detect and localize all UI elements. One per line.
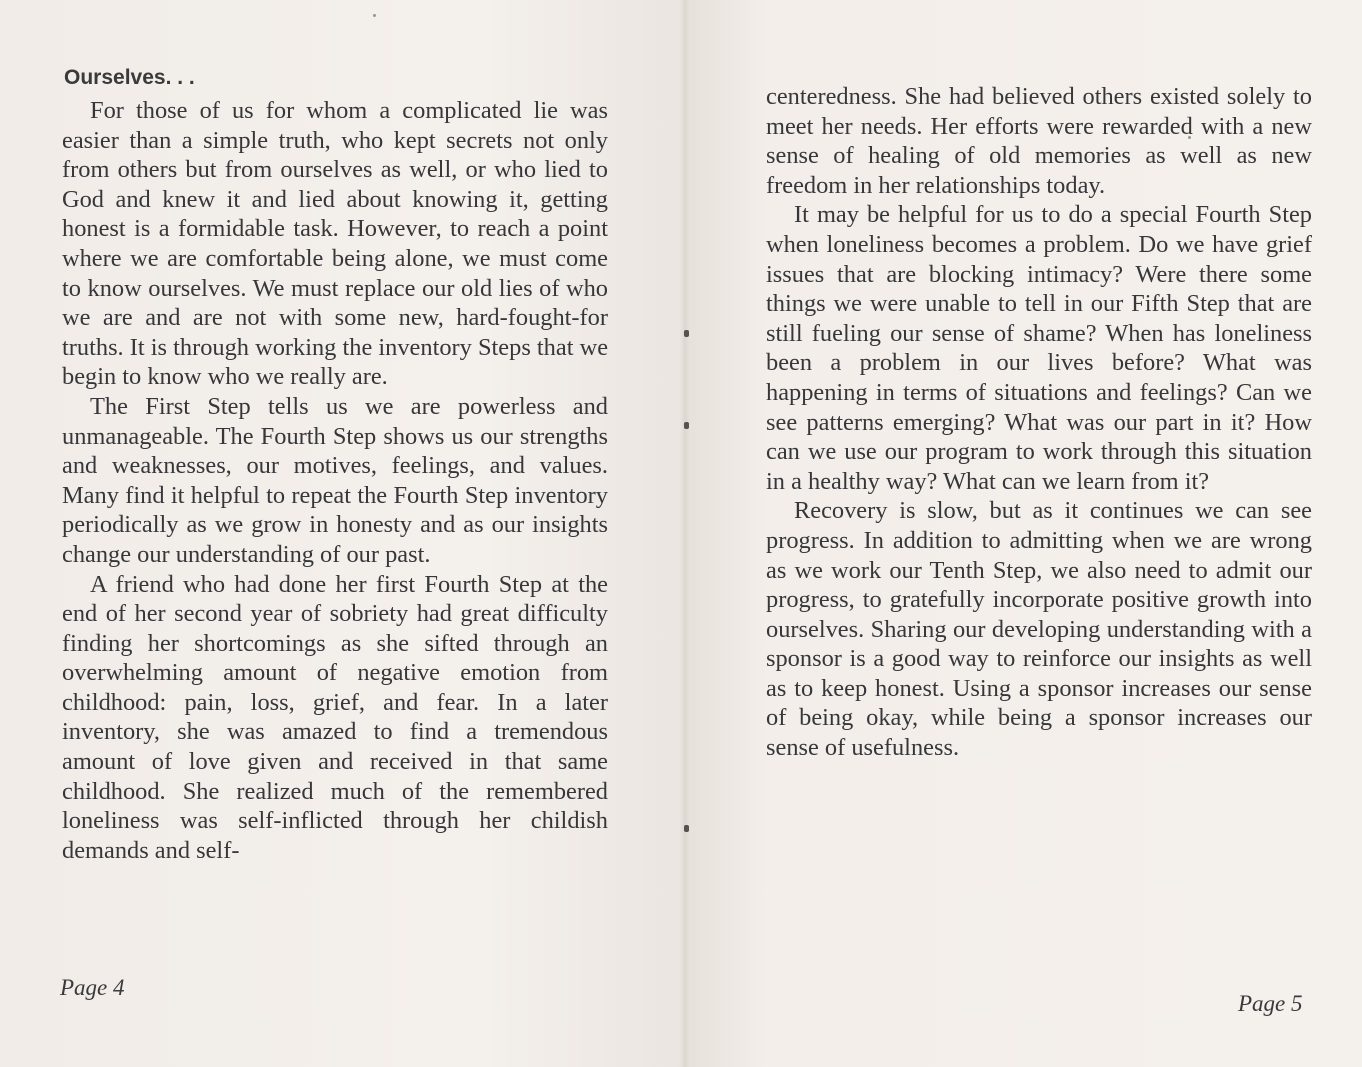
- paragraph: It may be helpful for us to do a special Fourth Step when loneliness becomes a problem. Do we have grief issues that are blocking intimacy? Were there some things we were unable to tell in our Fifth Step that are still fueling our sense of shame? When has loneliness been a problem in our lives before? What was happening in terms of situations and feelings? Can we see patterns emerging? What was our part in it? How can we use our program to work through this situation in a healthy way? What can we learn from it?: [766, 201, 1312, 495]
- paragraph: The First Step tells us we are powerless and unmanageable. The Fourth Step shows us our strengths and weaknesses, our motives, feelings, and values. Many find it helpful to repeat the Fourth Step inventory periodically as we grow in honesty and as our insights change our understanding of our past.: [62, 392, 608, 568]
- paragraph: Recovery is slow, but as it continues we can see progress. In addition to admitting when we are wrong as we work our Tenth Step, we also need to admit our progress, to gratefully incorporate positive growth into ourselves. Sharing our developing understanding with a sponsor is a good way to reinforce our insights as well as to keep honest. Using a sponsor increases our sense of being okay, while being a sponsor increases our sense of usefulness.: [766, 497, 1312, 762]
- binding-stitch: [684, 825, 689, 832]
- left-page-text: [62, 96, 608, 865]
- paper-speck: [373, 14, 376, 17]
- binding-stitch: [684, 330, 689, 337]
- page-number-left: Page 4: [60, 975, 125, 1000]
- page-number-right: Page 5: [1238, 991, 1303, 1016]
- paragraph: For those of us for whom a complicated lie was easier than a simple truth, who kept secrets not only from others but from ourselves as well, or who lied to God and knew it and lied about knowing it, getting honest is a formidable task. However, to reach a point where we are comfortable being alone, we must come to know ourselves. We must replace our old lies of who we are and are not with some new, hard-fought-for truths. It is through working the inventory Steps that we begin to know who we really are.: [62, 97, 609, 391]
- paragraph: A friend who had done her first Fourth Step at the end of her second year of sobriety had great difficulty finding her shortcomings as she sifted through an overwhelming amount of negative emotion from childhood: pain, loss, grief, and fear. In a later inventory, she was amazed to find a tremendous amount of love given and received in that same childhood. She realized much of the remembered loneliness was self-inflicted through her childish demands and self-: [62, 570, 608, 864]
- continued-paragraph: centeredness. She had believed others existed solely to meet her needs. Her efforts were rewarded with a new sense of healing of old memories as well as new freedom in her relationships today.: [766, 83, 1312, 199]
- binding-stitch: [684, 422, 689, 429]
- book-gutter: [680, 0, 690, 1067]
- section-heading: Ourselves. . .: [64, 66, 195, 89]
- right-page-text: [766, 82, 1312, 763]
